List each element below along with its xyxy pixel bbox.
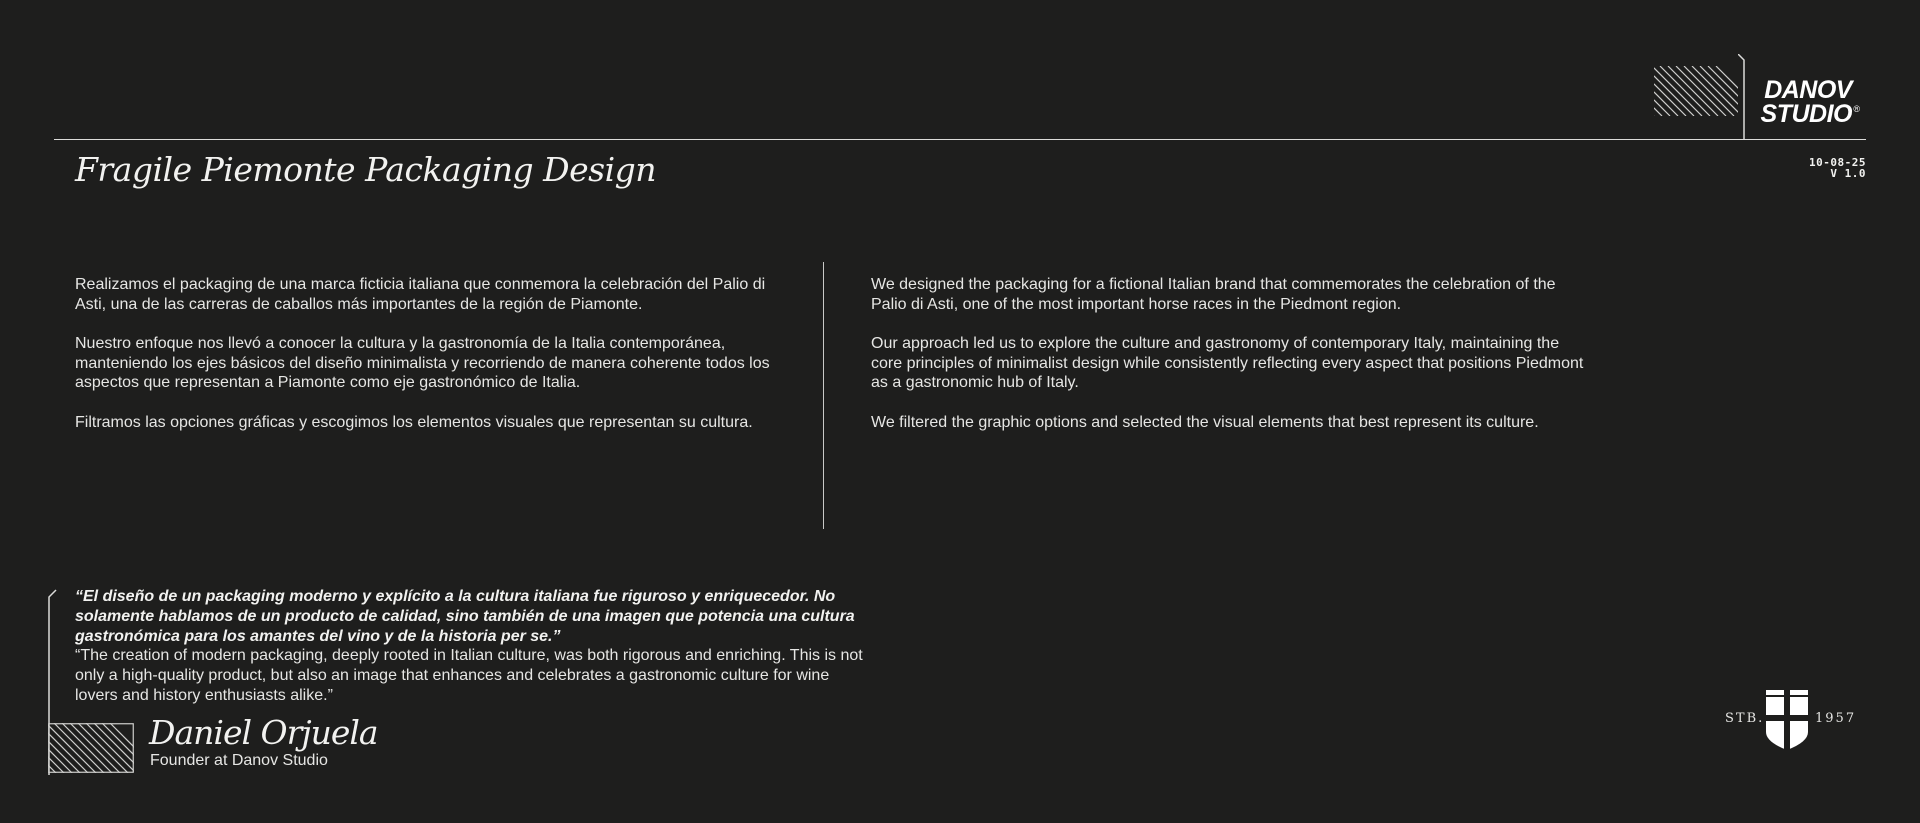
hatch-pattern-icon — [1654, 66, 1738, 116]
document-date: 10-08-25 — [1809, 156, 1866, 169]
document-meta — [1809, 157, 1866, 179]
header-divider — [54, 139, 1866, 140]
english-paragraph: We designed the packaging for a fictional Italian brand that commemorates the celebration of the Palio di Asti, one of the most important horse races in the Piedmont region. — [871, 276, 1556, 313]
quote-english: “The creation of modern packaging, deeply rooted in Italian culture, was both rigorous and enriching. This is not only a high-quality product, but also an image that enhances and celebrates a gastronomic culture for wine lovers and history enthusiasts alike.” — [75, 647, 863, 704]
cross-shield-icon — [1764, 688, 1810, 752]
badge-left-text: STB. — [1725, 711, 1765, 726]
spanish-description — [75, 275, 795, 452]
badge-year: 1957 — [1815, 711, 1857, 726]
established-badge — [1722, 688, 1857, 752]
testimonial-quote — [75, 587, 875, 706]
english-paragraph: We filtered the graphic options and selected the visual elements that best represent its culture. — [871, 413, 1539, 431]
spanish-paragraph: Nuestro enfoque nos llevó a conocer la cultura y la gastronomía de la Italia contemporánea, manteniendo los ejes básicos del diseño minimalista y recorriendo de manera coherente todos los aspectos que representan a Piamonte como eje gastronómico de Italia. — [75, 335, 770, 391]
hatch-pattern-icon — [48, 723, 134, 773]
document-version: V 1.0 — [1830, 167, 1866, 180]
english-paragraph: Our approach led us to explore the culture and gastronomy of contemporary Italy, maintaining the core principles of minimalist design while consistently reflecting every aspect that positions Piedmont as a gastronomic hub of Italy. — [871, 335, 1584, 391]
spanish-paragraph: Filtramos las opciones gráficas y escogimos los elementos visuales que representan su cultura. — [75, 413, 753, 431]
english-description — [871, 275, 1591, 452]
author-role: Founder at Danov Studio — [150, 752, 328, 769]
spanish-paragraph: Realizamos el packaging de una marca ficticia italiana que conmemora la celebración del Palio di Asti, una de las carreras de caballos más importantes de la región de Piamonte. — [75, 276, 766, 313]
logo-text-danov: DANOV — [1764, 76, 1852, 104]
logo-divider-icon — [1738, 54, 1746, 140]
registered-mark: ® — [1853, 104, 1860, 114]
author-name: Daniel Orjuela — [149, 713, 378, 752]
column-divider — [823, 262, 824, 529]
page-title: Fragile Piemonte Packaging Design — [75, 150, 657, 189]
logo-text-studio: STUDIO — [1760, 100, 1852, 128]
danov-studio-logo — [1654, 52, 1866, 140]
quote-spanish: “El diseño de un packaging moderno y explícito a la cultura italiana fue riguroso y enriquecedor. No solamente hablamos de un producto de calidad, sino también de una imagen que potencia una cultura gastronómica para los amantes del vino y de la historia per se.” — [75, 588, 855, 645]
